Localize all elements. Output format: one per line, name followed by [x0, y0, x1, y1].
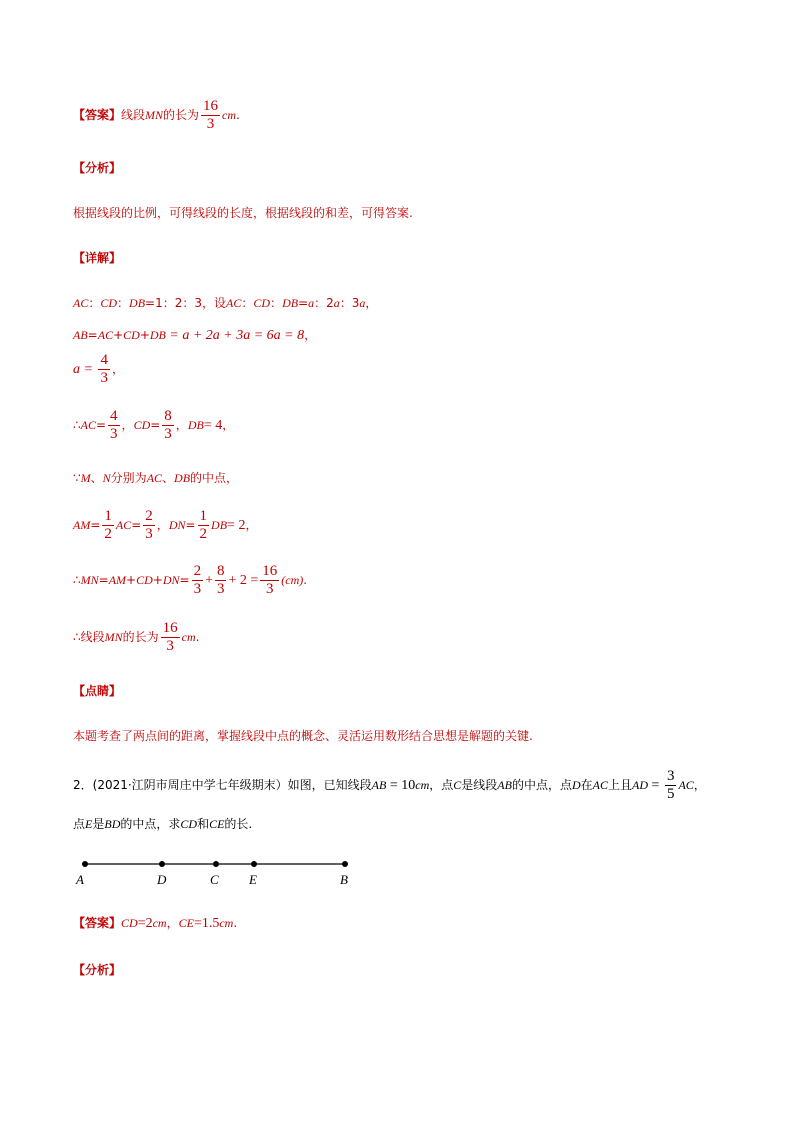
answer-tag: 【答案】: [73, 108, 122, 122]
detail-line-3: a = $\frac{4}{3}$ ，: [73, 352, 124, 386]
label-e: E: [249, 872, 257, 887]
label-a: A: [76, 872, 84, 887]
detail-line-5: ∵M、N分别为AC、DB的中点，: [73, 471, 239, 485]
point-e: [251, 861, 257, 867]
analysis-heading-2: 【分析】: [73, 963, 122, 977]
detail-line-2: AB=AC+CD+DB = a + 2a + 3a = 6a = 8，: [73, 328, 317, 343]
detail-line-6: AM= $\frac{1}{2}$ AC= $\frac{2}{3}$ ，DN= $\frac{1}{2}$ DB= 2，: [73, 508, 258, 542]
comment-heading: 【点睛】: [73, 684, 122, 698]
analysis-heading-1: 【分析】: [73, 161, 122, 175]
comment-text: 本题考查了两点间的距离，掌握线段中点的概念、灵活运用数形结合思想是解题的关键.: [73, 729, 533, 743]
point-a: [82, 861, 88, 867]
point-c: [213, 861, 219, 867]
detail-line-4: ∴AC= $\frac{4}{3}$ ，CD= $\frac{8}{3}$ ，DB= 4，: [73, 408, 235, 442]
problem-2-line-2: 点E是BD的中点，求CD和CE的长.: [73, 817, 253, 831]
detail-line-1: AC：CD：DB=1：2：3，设AC：CD：DB=a：2a：3a，: [73, 296, 378, 310]
fraction: $\frac{16}{3}$: [203, 98, 219, 132]
problem-2-line-1: 2．(2021·江阴市周庄中学七年级期末）如图，已知线段AB = 10cm，点C是线段AB的中点，点D在AC上且AD = $\frac{3}{5}$ AC，: [73, 768, 706, 802]
label-b: B: [340, 872, 348, 887]
answer-line-1: 【答案】线段MN的长为 $\frac{16}{3}$ cm.: [73, 98, 240, 132]
segment-figure: [60, 850, 380, 895]
analysis-text-1: 根据线段的比例，可得线段的长度，根据线段的和差，可得答案.: [73, 206, 413, 220]
detail-line-7: ∴MN=AM+CD+DN= $\frac{2}{3}$ + $\frac{8}{3}$ + 2 = $\frac{16}{3}$ (cm).: [73, 563, 308, 597]
detail-heading: 【详解】: [73, 251, 122, 265]
point-d: [159, 861, 165, 867]
detail-line-8: ∴线段MN的长为 $\frac{16}{3}$ cm.: [73, 620, 200, 654]
label-c: C: [210, 872, 219, 887]
label-d: D: [157, 872, 167, 887]
point-b: [342, 861, 348, 867]
answer-line-2: 【答案】CD=2cm，CE=1.5cm.: [73, 916, 238, 931]
